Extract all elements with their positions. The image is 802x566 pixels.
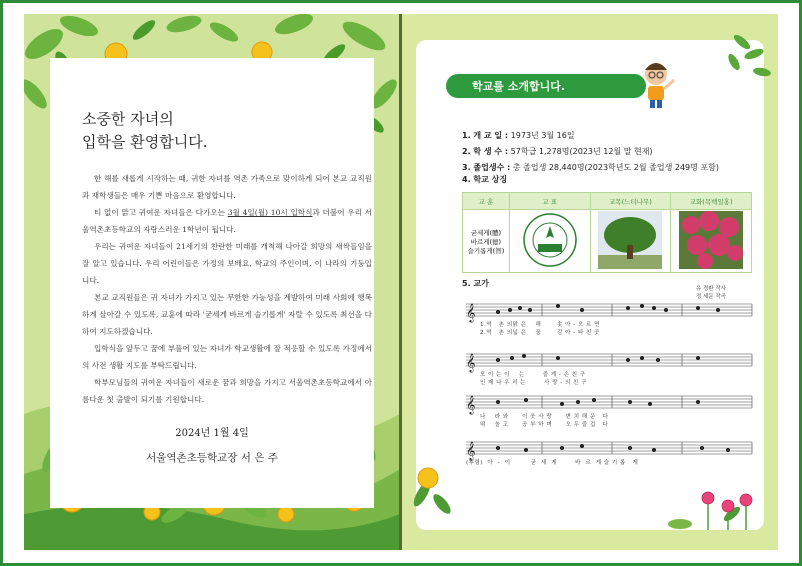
letter-title-line2: 입학을 환영합니다. xyxy=(82,133,208,151)
school-song-heading: 5. 교가 xyxy=(462,279,489,288)
section-banner-title: 학교를 소개합니다. xyxy=(472,80,566,93)
letter-card xyxy=(50,58,374,508)
graduates-value: 총 졸업생 28,440명(2023학년도 2월 졸업생 249명 포함) xyxy=(510,163,719,172)
school-intro-page xyxy=(402,14,778,550)
song-lyric-line: 모 이 는 이 는 즐 게 - 손 친 구 xyxy=(480,372,586,378)
song-lyric-line: 1.역 촌 의맑 은 해 솟 아 - 오 르 면 xyxy=(480,322,600,328)
header-emblem: 교 표 xyxy=(509,193,590,210)
entrance-ceremony-date: 3월 4일(월) 10시 입학식 xyxy=(227,208,313,217)
composer: 정 세문 작곡 xyxy=(695,294,726,300)
letter-paragraph: 우리는 귀여운 자녀들이 21세기의 찬란한 미래를 개척해 나아갈 희망의 새싹들임을 잘 알고 있습니다. 우리 어린이들은 가정의 보배요, 학교의 주인이며, 이 나라의 기둥입니다. xyxy=(82,242,372,285)
header-flower: 교화(목백일홍) xyxy=(671,193,752,210)
graduates-label: 3. 졸업생수 : xyxy=(462,163,511,172)
treble-clef-icon: 𝄞 xyxy=(466,303,476,322)
treble-clef-icon: 𝄞 xyxy=(466,395,476,414)
letter-body xyxy=(82,170,372,408)
letter-text: 티 없이 맑고 귀여운 자녀들은 다가오는 xyxy=(94,208,228,217)
students-value: 57학급 1,278명(2023년 12월 말 현재) xyxy=(508,147,653,156)
song-lyric-line: (후렴) 아 - 이 굳 세 게 바 르 게 슬 기 롭 게 xyxy=(466,460,639,466)
students-label: 2. 학 생 수 : xyxy=(462,147,509,156)
letter-title-line1: 소중한 자녀의 xyxy=(82,110,174,128)
treble-clef-icon: 𝄞 xyxy=(466,441,476,460)
motto-line: 굳세게(體) xyxy=(470,228,502,237)
welcome-page xyxy=(24,14,400,550)
founded-value: 1973년 3월 16일 xyxy=(508,131,575,140)
letter-paragraph xyxy=(82,204,372,238)
letter-paragraph: 한 해를 새롭게 시작하는 때, 귀한 자녀를 역촌 가족으로 맞이하게 되어 본교 교직원과 재학생들은 매우 기쁜 마음으로 환영합니다. xyxy=(82,174,372,200)
founded-label: 1. 개 교 일 : xyxy=(462,131,509,140)
letter-title xyxy=(82,108,207,154)
treble-clef-icon: 𝄞 xyxy=(466,353,476,372)
song-lyric-line: 나 라 와 이 웃 사 랑 변 치 해 운 다 xyxy=(480,414,609,420)
song-lyric-line: 뛰 놀 고 공 부 하 며 오 두 즐 겁 다 xyxy=(480,422,609,428)
song-lyric-line: 인 제 나 우 리 는 사 랑 - 의 친 구 xyxy=(480,380,587,386)
song-lyric-line: 2.역 촌 의넓 은 꿈 감 아 - 타 친 곳 xyxy=(480,330,600,336)
letter-text: 과 더불어 우리 서울역촌초등학교의 자랑스러운 1학년이 됩니다. xyxy=(82,208,372,234)
sheet-music xyxy=(402,14,778,550)
principal-signature: 서울역촌초등학교장 서 은 주 xyxy=(146,452,278,464)
header-tree: 교목(느티나무) xyxy=(590,193,671,210)
letter-date: 2024년 1월 4일 xyxy=(175,428,249,439)
letter-paragraph: 본교 교직원들은 귀 자녀가 가지고 있는 무한한 가능성을 계발하여 미래 사회에 행복하게 살아갈 수 있도록, 교훈에 따라 '굳세게 바르게 슬기롭게' 자랄 수 있도록 최선을 다하여 지도하겠습니다. xyxy=(82,293,372,336)
symbols-label: 4. 학교 상징 xyxy=(462,175,508,184)
letter-paragraph: 학부모님들의 귀여운 자녀들이 새로운 꿈과 희망을 가지고 서울역촌초등학교에서 아름다운 첫 출발이 되기를 기원합니다. xyxy=(82,378,372,404)
motto-line: 슬기롭게(智) xyxy=(467,246,505,255)
lyricist: 유 경환 작사 xyxy=(695,286,726,292)
header-motto: 교 훈 xyxy=(463,193,510,210)
letter-paragraph: 입학식을 앞두고 꿈에 부풀어 있는 자녀가 학교생활에 잘 적응할 수 있도록 가정에서의 사전 생활 지도를 부탁드립니다. xyxy=(82,344,372,370)
motto-line: 바르게(德) xyxy=(470,237,502,246)
